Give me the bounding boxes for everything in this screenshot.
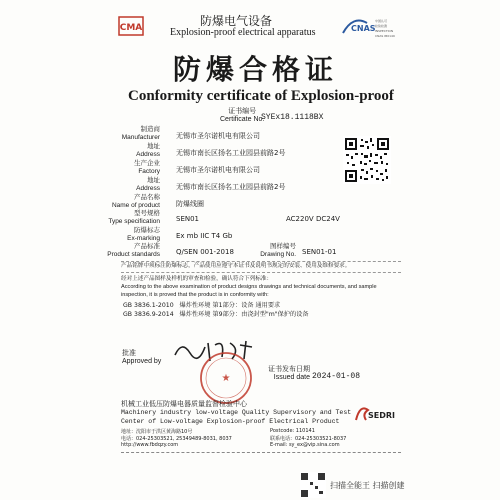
- standard-2: GB 3836.9-2014 爆炸性环境 第9部分：由浇封型"m"保护的设备: [123, 311, 309, 318]
- org-en-2: Center of Low-voltage Explosion-proof Electrical Product: [121, 418, 340, 425]
- header-cn: 防爆电气设备: [200, 14, 273, 28]
- scanner-qr-icon: [300, 472, 326, 498]
- title-en: Conformity certificate of Explosion-proof: [128, 88, 394, 104]
- divider-1: [121, 261, 401, 262]
- svg-text:SEDRI: SEDRI: [368, 411, 396, 420]
- cert-no-value: SYEx18.1118BX: [261, 113, 324, 122]
- address1-value: 无锡市南长区扬名工业园县前路2号: [176, 149, 286, 157]
- type-spec-ac: AC220V: [286, 215, 314, 223]
- org-email: E-mail: sy_ex@vip.sina.com: [270, 442, 340, 448]
- ex-marking-value: Ex mb IIC T4 Gb: [176, 232, 233, 240]
- org-cn: 机械工业低压防爆电器质量监督检验中心: [121, 400, 247, 408]
- scanner-watermark: 扫描全能王 扫描创建: [330, 481, 405, 490]
- divider-2: [121, 272, 401, 273]
- title-cn: 防爆合格证: [173, 53, 339, 86]
- svg-text:中国认可: 中国认可: [375, 19, 388, 23]
- note: 产品铭牌中须标注防爆标志，产品使用应遵守本证书及说明书规定的安装、使用及维修要求。: [121, 263, 351, 269]
- header-en: Explosion-proof electrical apparatus: [170, 27, 316, 38]
- official-seal: [198, 350, 254, 406]
- drawing-label: 图样编号 Drawing No.: [260, 243, 296, 258]
- cnas-logo: [341, 13, 401, 39]
- svg-text:CNAS IB0149: CNAS IB0149: [375, 34, 395, 38]
- product-label: 产品名称 Name of product: [111, 194, 160, 209]
- type-spec-value: SEN01: [176, 215, 200, 223]
- standard-1: GB 3836.1-2010 爆炸性环境 第1部分：设备 通用要求: [123, 302, 281, 309]
- manufacturer-label: 制造商 Manufacturer: [121, 126, 160, 141]
- manufacturer-value: 无锡市圣尔诺机电有限公司: [176, 132, 260, 140]
- factory-value: 无锡市圣尔诺机电有限公司: [176, 166, 260, 174]
- approved-label: 批准 Approved by: [122, 350, 162, 365]
- type-spec-label: 型号规格 Type specification: [108, 210, 160, 225]
- para-en: According to the above examination of product designs drawings and technical documents, and sample inspection, it is proved that the product is in conformity with:: [121, 284, 377, 298]
- ex-marking-label: 防爆标志 Ex-marking: [127, 227, 160, 242]
- address2-label: 地址 Address: [136, 177, 160, 192]
- product-value: 防爆线圈: [176, 200, 204, 208]
- org-address: 地址：沈阳市于洪区黄海路10号: [121, 429, 193, 435]
- svg-text:检验检测: 检验检测: [375, 24, 388, 28]
- drawing-value: SEN01-01: [302, 248, 337, 256]
- cma-logo: [118, 13, 144, 39]
- svg-text:★: ★: [221, 373, 231, 384]
- org-web: http://www.fbdqzy.com: [121, 442, 179, 448]
- address1-label: 地址 Address: [136, 143, 160, 158]
- date-value: 2024-01-08: [312, 372, 361, 381]
- cedri-logo: [352, 402, 396, 424]
- org-tel2: 联系电话：024-25303521-8037: [270, 436, 347, 442]
- svg-text:CNAS: CNAS: [351, 24, 376, 33]
- qr-code: [343, 136, 391, 184]
- org-postcode: Postcode: 110141: [270, 428, 315, 434]
- divider-3: [121, 452, 401, 453]
- para-cn: 经对上述产品图样及样机的审查和检验，确认符合下列标准：: [121, 276, 273, 282]
- svg-text:INSPECTION: INSPECTION: [375, 29, 394, 33]
- cert-no-label: 证书编号 Certificate No.: [220, 108, 265, 123]
- org-tel: 电话：024-25303521, 25349489-8031, 8037: [121, 436, 232, 442]
- org-en-1: Machinery industry low-voltage Quality Supervisory and Test: [121, 409, 352, 416]
- product-standards-label: 产品标准 Product standards: [107, 243, 160, 258]
- address2-value: 无锡市南长区扬名工业园县前路2号: [176, 183, 286, 191]
- factory-label: 生产企业 Factory: [134, 160, 160, 175]
- date-label: 证书发布日期 Issued date: [268, 366, 310, 381]
- product-standards-value: Q/SEN 001-2018: [176, 248, 234, 256]
- type-spec-dc: DC24V: [316, 215, 340, 223]
- svg-text:CMA: CMA: [119, 23, 143, 33]
